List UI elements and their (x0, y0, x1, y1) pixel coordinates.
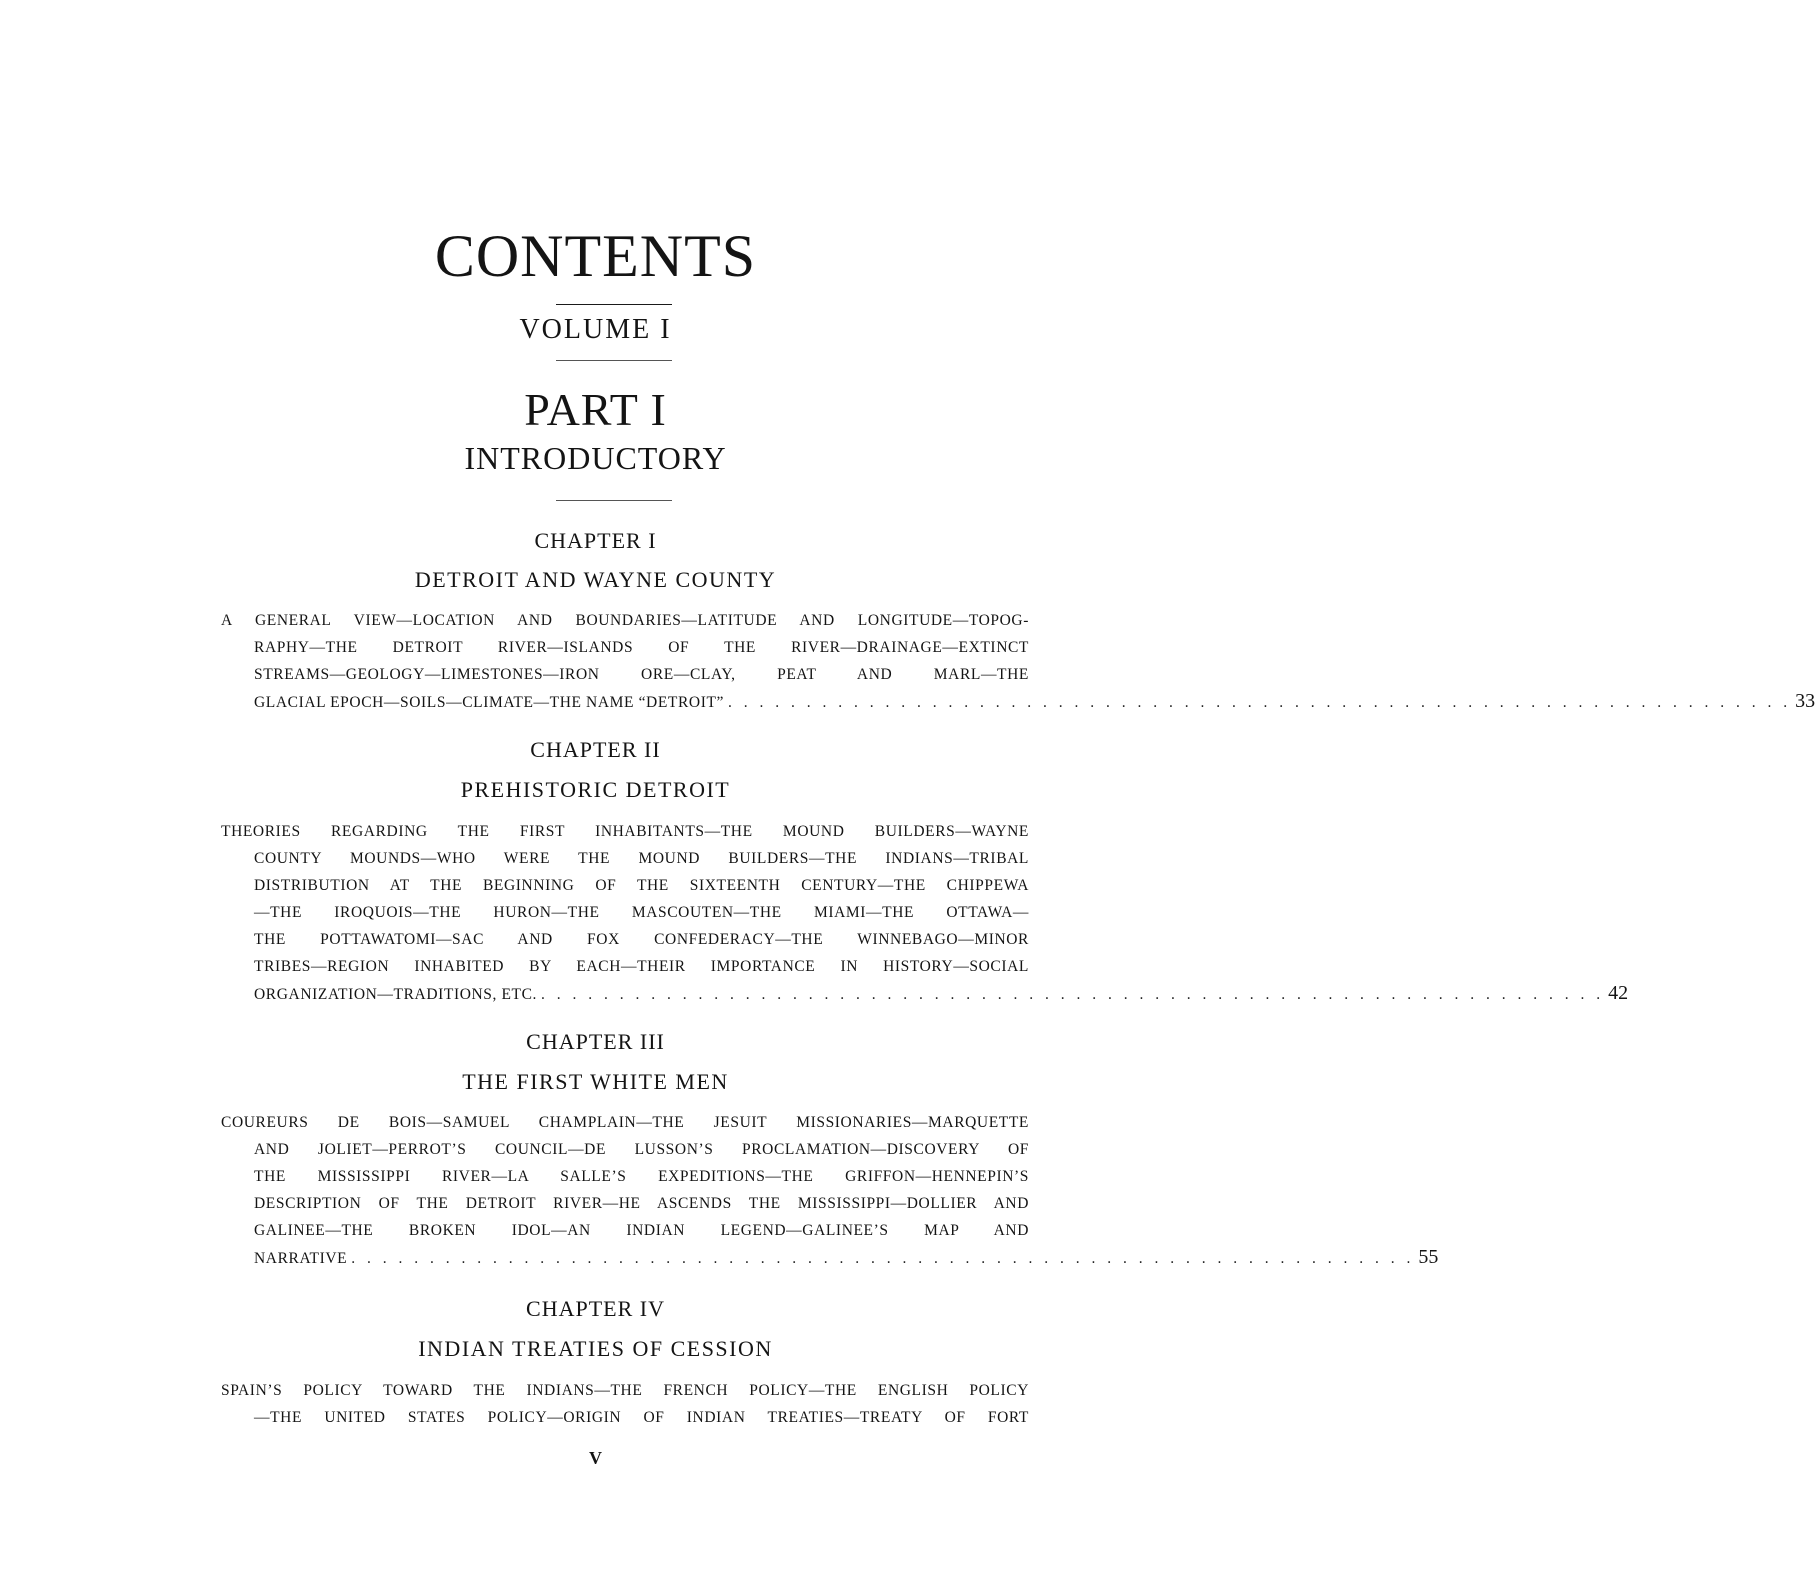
summary-last-line (254, 1244, 1439, 1271)
summary-line: GALINEE—THE BROKEN IDOL—AN INDIAN LEGEND—GALINEE’S MAP AND (254, 1222, 1029, 1239)
summary-line: THEORIES REGARDING THE FIRST INHABITANTS—THE MOUND BUILDERS—WAYNE (221, 823, 1029, 840)
summary-line: —THE IROQUOIS—THE HURON—THE MASCOUTEN—THE MIAMI—THE OTTAWA— (254, 904, 1029, 921)
chapter-title: PREHISTORIC DETROIT (460, 777, 731, 802)
summary-line: GLACIAL EPOCH—SOILS—CLIMATE—THE NAME “DETROIT” (254, 694, 725, 711)
summary-line: THE MISSISSIPPI RIVER—LA SALLE’S EXPEDITIONS—THE GRIFFON—HENNEPIN’S (254, 1168, 1029, 1185)
page-number: 33 (1795, 690, 1815, 712)
dot-leader: . . . . . . . . . . . . . . . . . . . . . . . . . . . . . . . . . . . . . . . . . . . . . . . . . . . . . . . . . . . . . . . . . . . . (541, 986, 1605, 1003)
summary-line: DISTRIBUTION AT THE BEGINNING OF THE SIXTEENTH CENTURY—THE CHIPPEWA (254, 877, 1029, 894)
dot-leader: . . . . . . . . . . . . . . . . . . . . . . . . . . . . . . . . . . . . . . . . . . . . . . . . . . . . . . . . . . . . . . . . . . . . (728, 694, 1792, 711)
dot-leader: . . . . . . . . . . . . . . . . . . . . . . . . . . . . . . . . . . . . . . . . . . . . . . . . . . . . . . . . . . . . . . . . . . . . (351, 1250, 1415, 1267)
summary-line: RAPHY—THE DETROIT RIVER—ISLANDS OF THE RIVER—DRAINAGE—EXTINCT (254, 639, 1029, 656)
summary-line: NARRATIVE (254, 1250, 348, 1267)
title-rule (556, 304, 672, 305)
part-rule (556, 500, 672, 501)
summary-line: A GENERAL VIEW—LOCATION AND BOUNDARIES—LATITUDE AND LONGITUDE—TOPOG- (221, 612, 1029, 629)
summary-line: DESCRIPTION OF THE DETROIT RIVER—HE ASCENDS THE MISSISSIPPI—DOLLIER AND (254, 1195, 1029, 1212)
volume-heading: VOLUME I (519, 314, 672, 345)
volume-rule (556, 360, 672, 361)
part-heading: PART I (524, 384, 667, 435)
summary-line: COUNTY MOUNDS—WHO WERE THE MOUND BUILDERS—THE INDIANS—TRIBAL (254, 850, 1029, 867)
page-number: 55 (1418, 1246, 1439, 1268)
page-title: CONTENTS (434, 223, 757, 289)
summary-last-line (254, 688, 1815, 715)
chapter-title: THE FIRST WHITE MEN (462, 1069, 729, 1094)
chapter-number: CHAPTER II (530, 737, 661, 762)
summary-last-line (254, 980, 1629, 1007)
chapter-number: CHAPTER III (526, 1029, 665, 1054)
page-number: 42 (1608, 982, 1629, 1004)
summary-line: COUREURS DE BOIS—SAMUEL CHAMPLAIN—THE JESUIT MISSIONARIES—MARQUETTE (221, 1114, 1029, 1131)
chapter-title: INDIAN TREATIES OF CESSION (418, 1336, 773, 1361)
page-folio: V (589, 1448, 602, 1468)
chapter-number: CHAPTER IV (526, 1296, 665, 1321)
summary-line: —THE UNITED STATES POLICY—ORIGIN OF INDIAN TREATIES—TREATY OF FORT (254, 1409, 1029, 1426)
summary-line: THE POTTAWATOMI—SAC AND FOX CONFEDERACY—THE WINNEBAGO—MINOR (254, 931, 1029, 948)
chapter-number: CHAPTER I (534, 528, 657, 553)
part-subtitle: INTRODUCTORY (464, 440, 727, 476)
summary-line: AND JOLIET—PERROT’S COUNCIL—DE LUSSON’S PROCLAMATION—DISCOVERY OF (254, 1141, 1029, 1158)
summary-line: SPAIN’S POLICY TOWARD THE INDIANS—THE FRENCH POLICY—THE ENGLISH POLICY (221, 1382, 1029, 1399)
summary-line: STREAMS—GEOLOGY—LIMESTONES—IRON ORE—CLAY, PEAT AND MARL—THE (254, 666, 1029, 683)
summary-line: ORGANIZATION—TRADITIONS, ETC. (254, 986, 538, 1003)
chapter-title: DETROIT AND WAYNE COUNTY (414, 567, 777, 592)
summary-line: TRIBES—REGION INHABITED BY EACH—THEIR IMPORTANCE IN HISTORY—SOCIAL (254, 958, 1029, 975)
